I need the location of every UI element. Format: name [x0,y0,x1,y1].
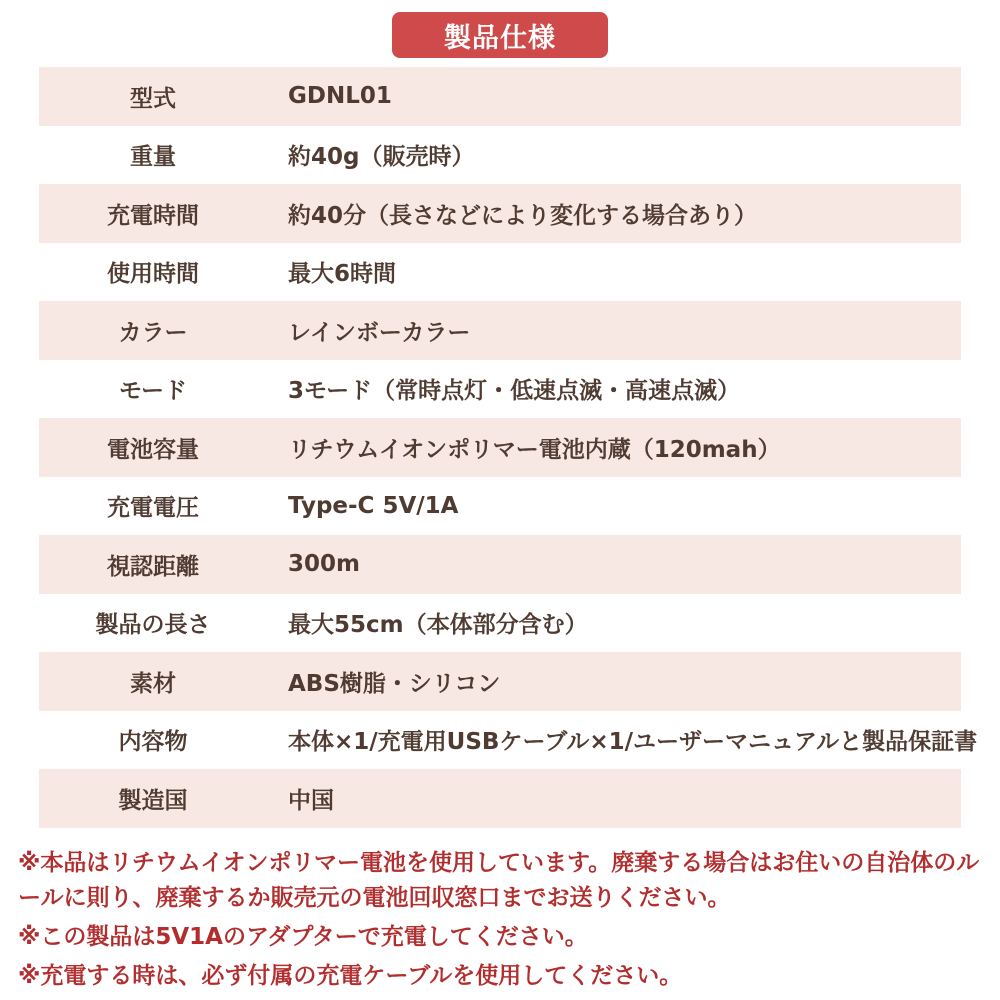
spec-value: 3モード（常時点灯・低速点滅・高速点滅） [288,378,741,405]
spec-row [39,769,961,828]
spec-label: 充電電圧 [107,495,199,522]
spec-value: GDNL01 [288,83,392,110]
spec-label: モード [118,378,188,405]
spec-row [39,477,961,536]
spec-value: 最大6時間 [288,261,397,288]
spec-value: リチウムイオンポリマー電池内蔵（120mah） [288,436,781,463]
spec-row [39,67,961,126]
spec-label: 視認距離 [107,553,199,580]
spec-row [39,301,961,360]
spec-table [39,67,978,828]
spec-label: 電池容量 [107,436,199,463]
spec-value: 約40g（販売時） [288,144,475,171]
spec-row [39,418,961,477]
note-adapter: ※この製品は5V1Aのアダプターで充電してください。 [18,923,588,950]
spec-label: 型式 [130,85,176,112]
spec-label: カラー [118,319,188,346]
spec-row [39,594,961,653]
spec-row [39,126,961,185]
spec-value: 中国 [288,787,334,814]
spec-label: 重量 [130,144,176,171]
spec-row [39,535,961,594]
spec-row [39,652,961,711]
spec-label: 製造国 [118,787,188,814]
note-battery-disposal: ※本品はリチウムイオンポリマー電池を使用しています。廃棄する場合はお住いの自治体のルールに則り、廃棄するか販売元の電池回収窓口までお送りください。 [18,849,980,911]
spec-label: 使用時間 [107,261,199,288]
header [0,0,1000,58]
spec-label: 内容物 [118,729,188,756]
note-charge-cable: ※充電する時は、必ず付属の充電ケーブルを使用してください。 [18,962,683,989]
section-title-badge: 製品仕様 [392,12,608,58]
spec-row [39,184,961,243]
spec-label: 製品の長さ [95,612,211,639]
spec-value: 300m [288,551,360,578]
spec-row [39,243,961,302]
spec-row [39,360,961,419]
spec-value: 約40分（長さなどにより変化する場合あり） [288,202,758,229]
notes-section [18,846,985,994]
spec-value: ABS樹脂・シリコン [288,670,501,697]
spec-row [39,711,978,770]
spec-value: レインボーカラー [288,319,471,346]
spec-value: Type-C 5V/1A [288,492,459,519]
spec-label: 充電時間 [107,202,199,229]
spec-value: 本体×1/充電用USBケーブル×1/ユーザーマニュアルと製品保証書 [288,729,978,756]
spec-label: 素材 [130,670,176,697]
spec-value: 最大55cm（本体部分含む） [288,612,588,639]
